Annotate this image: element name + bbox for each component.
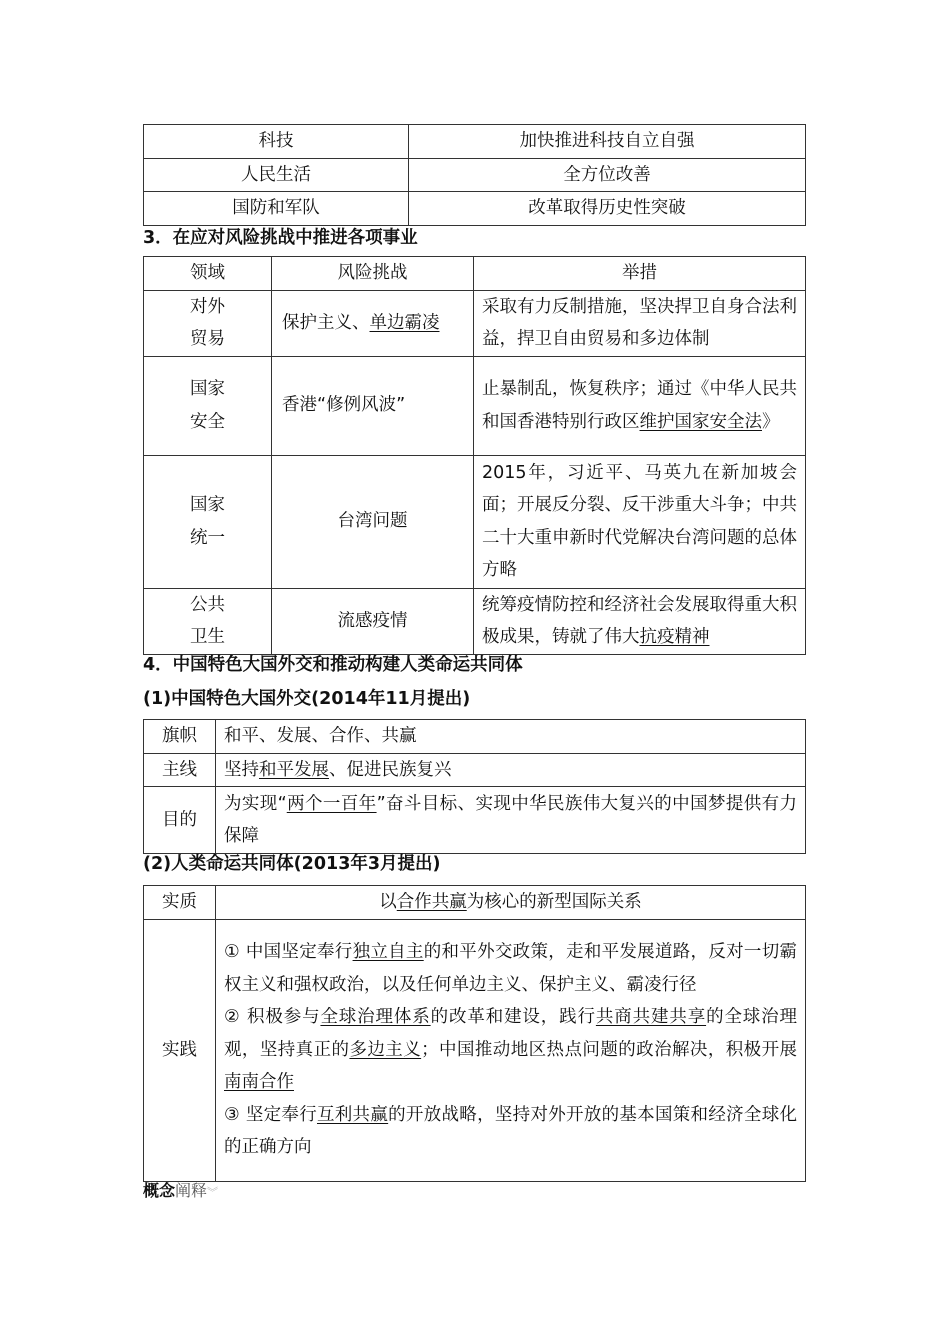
text-segment: 公共 bbox=[190, 594, 225, 615]
table-row bbox=[144, 919, 806, 1181]
achievement-cell: 改革取得历史性突破 bbox=[409, 192, 806, 226]
risk-challenges-table bbox=[143, 256, 806, 655]
risk-cell bbox=[272, 588, 474, 654]
risk-cell bbox=[272, 290, 474, 356]
field-cell bbox=[144, 290, 272, 356]
text-segment: 的改革和建设，践行 bbox=[430, 1007, 596, 1028]
field-cell bbox=[144, 588, 272, 654]
underlined-keyword: 两个一百年 bbox=[286, 793, 377, 814]
underlined-keyword: 独立自主 bbox=[352, 942, 424, 963]
measure-cell bbox=[474, 455, 806, 588]
column-header: 领域 bbox=[144, 257, 272, 291]
underlined-keyword: 抗疫精神 bbox=[639, 627, 710, 647]
underlined-keyword: 和平发展 bbox=[259, 759, 329, 780]
table-row bbox=[144, 158, 806, 192]
text-segment: 国家 bbox=[190, 495, 225, 515]
field-cell bbox=[144, 356, 272, 455]
underlined-keyword: 多边主义 bbox=[349, 1039, 422, 1060]
community-table bbox=[143, 885, 806, 1182]
text-segment: 》 bbox=[762, 411, 780, 432]
achievements-table bbox=[143, 124, 806, 226]
text-segment: 对外 bbox=[190, 296, 225, 317]
table-row bbox=[144, 886, 806, 920]
text-segment: 采取有力反制措施，坚决捍卫自身合法利益，捍卫自由贸易和多边体制 bbox=[482, 296, 797, 349]
area-cell: 人民生活 bbox=[144, 158, 409, 192]
underlined-keyword: 单边霸凌 bbox=[369, 312, 440, 333]
column-header: 风险挑战 bbox=[272, 257, 474, 291]
row-content bbox=[216, 720, 806, 754]
text-segment: 统筹疫情防控和经济社会发展取得重大积极成果，铸就了伟大 bbox=[482, 594, 797, 647]
measure-cell bbox=[474, 356, 806, 455]
text-segment: ；中国推动地区热点问题的政治解决，积极开展 bbox=[421, 1039, 798, 1060]
text-segment: ① 中国坚定奉行 bbox=[224, 942, 353, 963]
text-segment: ”奋斗目标、实现中华民族伟大复兴的中国梦提供有力保障 bbox=[224, 793, 797, 846]
underlined-keyword: 合作共赢 bbox=[396, 892, 467, 912]
text-segment: 的全球治理观，坚持真正的 bbox=[224, 1007, 798, 1060]
text-segment: 国家 bbox=[190, 379, 225, 399]
table-row bbox=[144, 356, 806, 455]
table-row bbox=[144, 290, 806, 356]
header-row bbox=[144, 257, 806, 291]
text-segment: 坚持 bbox=[224, 759, 259, 780]
underlined-keyword: 互利共赢 bbox=[316, 1104, 389, 1125]
area-cell: 科技 bbox=[144, 125, 409, 159]
text-segment: 保护主义、 bbox=[282, 312, 370, 333]
table-row bbox=[144, 125, 806, 159]
column-header: 举措 bbox=[474, 257, 806, 291]
text-segment: 为核心的新型国际关系 bbox=[466, 892, 642, 912]
underlined-keyword: 维护国家安全法 bbox=[639, 411, 762, 432]
risk-cell bbox=[272, 356, 474, 455]
table-row bbox=[144, 753, 806, 787]
subheading-community-shared-future: (2)人类命运共同体(2013年3月提出) bbox=[143, 854, 441, 874]
text-segment: 卫生 bbox=[190, 627, 225, 647]
measure-cell bbox=[474, 290, 806, 356]
area-cell: 国防和军队 bbox=[144, 192, 409, 226]
diplomacy-table bbox=[143, 719, 806, 854]
text-segment: 香港“修例风波” bbox=[282, 395, 406, 416]
text-segment: 和平、发展、合作、共赢 bbox=[224, 726, 417, 746]
text-segment: 的开放战略，坚持对外开放的基本国策和经济全球化的正确方向 bbox=[224, 1104, 797, 1158]
table-row bbox=[144, 588, 806, 654]
text-segment: 流感疫情 bbox=[337, 610, 408, 631]
footer-bold: 概念 bbox=[143, 1181, 176, 1200]
text-segment: 止暴制乱，恢复秩序；通过《中华人民共和国香港特别行政区 bbox=[482, 379, 797, 432]
achievement-cell: 加快推进科技自立自强 bbox=[409, 125, 806, 159]
table-row bbox=[144, 192, 806, 226]
row-content bbox=[216, 787, 806, 854]
text-segment: ② 积极参与 bbox=[224, 1007, 321, 1028]
row-label: 实践 bbox=[144, 919, 216, 1181]
underlined-keyword: 全球治理体系 bbox=[320, 1007, 431, 1028]
text-segment: 为实现“ bbox=[224, 793, 287, 814]
row-label: 实质 bbox=[144, 886, 216, 920]
achievement-cell: 全方位改善 bbox=[409, 158, 806, 192]
row-label: 目的 bbox=[144, 787, 216, 854]
underlined-keyword: 共商共建共享 bbox=[595, 1007, 707, 1028]
text-segment: 贸易 bbox=[190, 329, 225, 349]
text-segment: 安全 bbox=[190, 411, 225, 432]
table-row bbox=[144, 455, 806, 588]
section-heading-3: 3．在应对风险挑战中推进各项事业 bbox=[143, 228, 418, 248]
measure-cell bbox=[474, 588, 806, 654]
text-segment: 以 bbox=[379, 892, 397, 912]
section-heading-4: 4．中国特色大国外交和推动构建人类命运共同体 bbox=[143, 655, 523, 675]
row-content bbox=[216, 753, 806, 787]
row-content bbox=[216, 886, 806, 920]
row-content bbox=[216, 919, 806, 1181]
field-cell bbox=[144, 455, 272, 588]
text-segment: 的和平外交政策，走和平发展道路，反对一切霸权主义和强权政治，以及任何单边主义、保护主义、霸凌行径 bbox=[224, 942, 797, 995]
text-segment: ③ 坚定奉行 bbox=[224, 1104, 317, 1125]
text-segment: 台湾问题 bbox=[337, 511, 408, 532]
subheading-major-country-diplomacy: (1)中国特色大国外交(2014年11月提出) bbox=[143, 689, 471, 709]
row-label: 旗帜 bbox=[144, 720, 216, 754]
row-label: 主线 bbox=[144, 753, 216, 787]
table-row bbox=[144, 720, 806, 754]
underlined-keyword: 南南合作 bbox=[224, 1072, 294, 1093]
text-segment: 统一 bbox=[190, 527, 225, 548]
text-segment: 、促进民族复兴 bbox=[329, 759, 452, 780]
double-chevron-down-icon: ︾ bbox=[207, 1186, 219, 1199]
text-segment: 2015年，习近平、马英九在新加坡会面；开展反分裂、反干涉重大斗争；中共二十大重申新时代党解决台湾问题的总体方略 bbox=[482, 462, 797, 580]
risk-cell bbox=[272, 455, 474, 588]
table-row bbox=[144, 787, 806, 854]
footer-light: 阐释 bbox=[175, 1181, 208, 1200]
concept-explanation-label[interactable] bbox=[143, 1178, 218, 1201]
